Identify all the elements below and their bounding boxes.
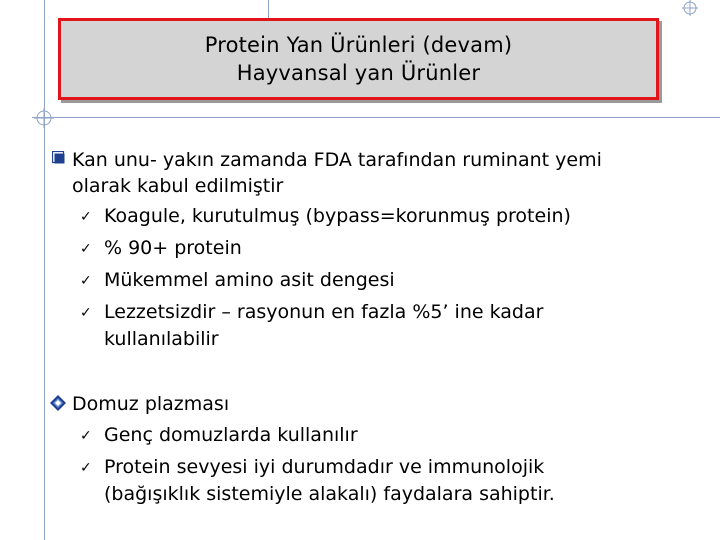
checkmark-icon: ✓: [80, 209, 92, 225]
section2-heading: Domuz plazması: [72, 393, 230, 415]
checkmark-icon: ✓: [80, 428, 92, 444]
crosshair-icon: [34, 108, 54, 128]
crosshair-icon: [682, 0, 698, 16]
section1-item: Mükemmel amino asit dengesi: [104, 269, 395, 291]
template-vertical-line: [44, 0, 45, 540]
template-horizontal-line: [32, 117, 720, 118]
checkmark-icon: ✓: [80, 241, 92, 257]
checkmark-icon: ✓: [80, 305, 92, 321]
section1-item: % 90+ protein: [104, 237, 242, 259]
section1-item: Koagule, kurutulmuş (bypass=korunmuş protein): [104, 205, 571, 227]
checkmark-icon: ✓: [80, 273, 92, 289]
square-bullet-icon: [52, 151, 65, 164]
section2-item: Protein sevyesi iyi durumdadır ve immunolojik: [104, 456, 545, 478]
slide-title-line-1: Protein Yan Ürünleri (devam): [204, 33, 513, 57]
slide-title-box: [58, 18, 659, 100]
section1-heading-line-2: olarak kabul edilmiştir: [72, 175, 284, 197]
section2-item-continuation: (bağışıklık sistemiyle alakalı) faydalara sahiptir.: [104, 483, 555, 505]
section1-item-continuation: kullanılabilir: [104, 328, 219, 350]
diamond-bullet-icon: [50, 395, 66, 411]
slide-title-line-2: Hayvansal yan Ürünler: [236, 61, 481, 85]
section1-item: Lezzetsizdir – rasyonun en fazla %5’ ine kadar: [104, 301, 544, 323]
template-top-tick: [268, 0, 269, 18]
section2-item: Genç domuzlarda kullanılır: [104, 424, 358, 446]
checkmark-icon: ✓: [80, 460, 92, 476]
section1-heading-line-1: Kan unu- yakın zamanda FDA tarafından ruminant yemi: [72, 149, 602, 171]
